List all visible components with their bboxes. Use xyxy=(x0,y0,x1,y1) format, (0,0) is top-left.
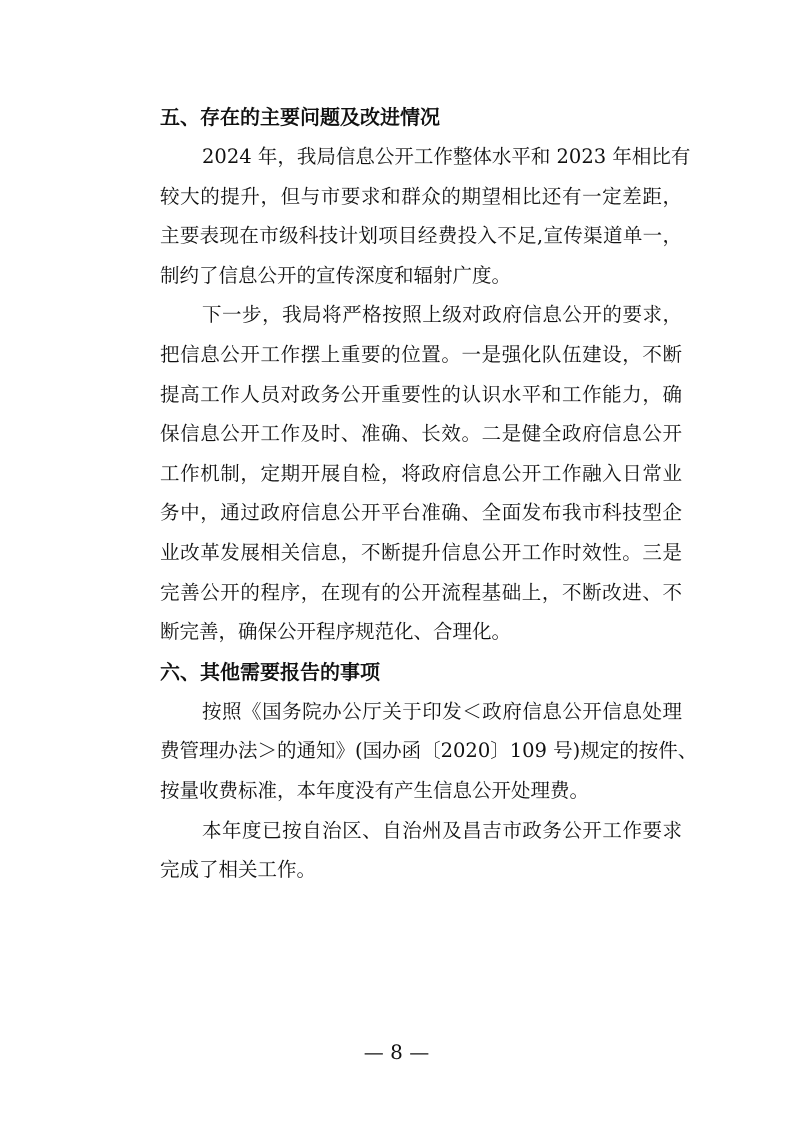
text-line: 较大的提升，但与市要求和群众的期望相比还有一定差距， xyxy=(160,184,682,208)
text-line: 主要表现在市级科技计划项目经费投入不足,宣传渠道单一， xyxy=(160,224,682,248)
section-heading-problems: 五、存在的主要问题及改进情况 xyxy=(160,105,440,129)
text-line: 业改革发展相关信息，不断提升信息公开工作时效性。三是 xyxy=(160,540,682,564)
text-line: 按照《国务院办公厅关于印发＜政府信息公开信息处理 xyxy=(202,699,682,723)
text-line: 制约了信息公开的宣传深度和辐射广度。 xyxy=(160,263,512,287)
text-line: 本年度已按自治区、自治州及昌吉市政务公开工作要求 xyxy=(202,818,682,842)
paragraph-next-steps xyxy=(118,295,682,651)
section-heading-other-matters: 六、其他需要报告的事项 xyxy=(160,659,380,684)
text-line: 完成了相关工作。 xyxy=(160,858,317,882)
page-number: — 8 — xyxy=(363,1040,430,1064)
text-line: 下一步，我局将严格按照上级对政府信息公开的要求， xyxy=(202,303,682,327)
text-line: 2024 年，我局信息公开工作整体水平和 2023 年相比有 xyxy=(202,145,691,168)
text-line: 工作机制，定期开展自检，将政府信息公开工作融入日常业 xyxy=(160,461,682,485)
paragraph-fees xyxy=(118,692,698,811)
document-body xyxy=(118,97,698,890)
paragraph-completion xyxy=(118,811,682,890)
text-line: 断完善，确保公开程序规范化、合理化。 xyxy=(160,620,512,644)
paragraph-problems xyxy=(118,137,691,295)
text-line: 按量收费标准，本年度没有产生信息公开处理费。 xyxy=(160,778,590,802)
text-line: 务中，通过政府信息公开平台准确、全面发布我市科技型企 xyxy=(160,501,682,525)
text-line: 提高工作人员对政务公开重要性的认识水平和工作能力，确 xyxy=(160,382,682,406)
text-line: 费管理办法＞的通知》(国办函〔2020〕109 号)规定的按件、 xyxy=(160,739,698,763)
text-line: 保信息公开工作及时、准确、长效。二是健全政府信息公开 xyxy=(160,422,682,446)
text-line: 把信息公开工作摆上重要的位置。一是强化队伍建设，不断 xyxy=(160,342,682,366)
text-line: 完善公开的程序，在现有的公开流程基础上，不断改进、不 xyxy=(160,580,682,604)
